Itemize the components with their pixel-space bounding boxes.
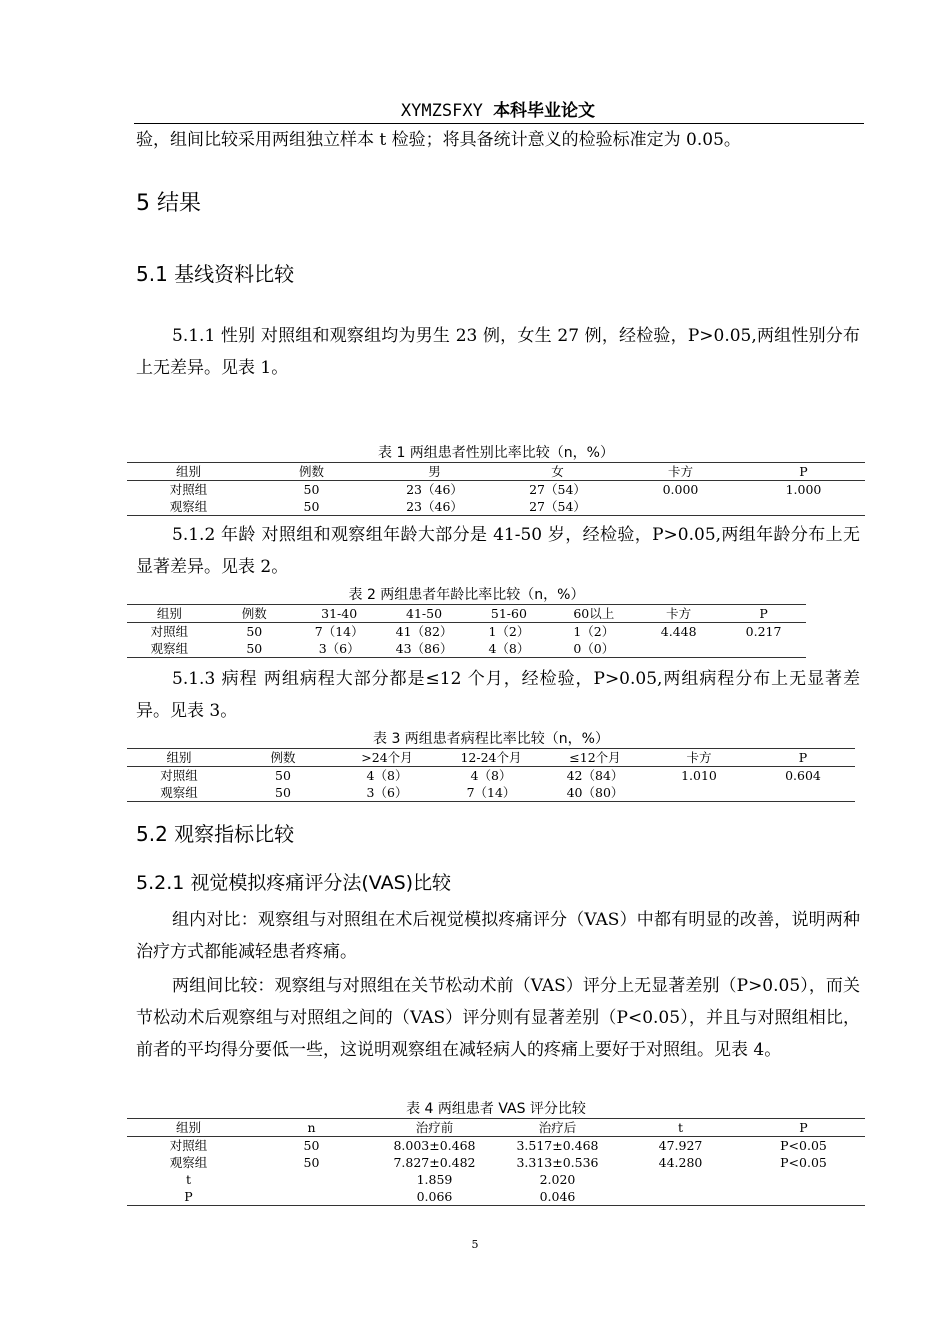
column-header: 组别 <box>127 1119 250 1137</box>
column-header: 例数 <box>250 463 373 481</box>
table-cell: 50 <box>303 1155 320 1170</box>
table-cell: 3（6） <box>297 640 382 658</box>
table-3 <box>127 728 855 802</box>
table-cell: 44.280 <box>658 1155 703 1170</box>
table-cell: 0.046 <box>496 1188 619 1206</box>
table-row <box>127 1171 865 1188</box>
table-cell: 4（8） <box>470 768 512 783</box>
table-cell: 对照组 <box>150 624 189 639</box>
table-row <box>127 481 865 499</box>
table-cell <box>250 1188 373 1206</box>
data-table <box>127 1118 865 1206</box>
table-cell: 0（0） <box>551 640 636 658</box>
table-2 <box>127 584 806 658</box>
table-cell: P<0.05 <box>780 1155 827 1170</box>
table-cell <box>751 784 855 802</box>
column-header: P <box>751 749 855 767</box>
table-caption: 表 2 两组患者年龄比率比较（n，%） <box>348 587 585 603</box>
table-cell: 3.313±0.536 <box>516 1155 599 1170</box>
table-cell: 43（86） <box>382 640 467 658</box>
heading-baseline: 5.1 基线资料比较 <box>136 262 295 286</box>
table-cell: 1（2） <box>488 624 530 639</box>
table-row <box>127 767 855 785</box>
table-row <box>127 784 855 802</box>
table-cell: 27（54） <box>529 482 586 497</box>
table-cell: 50 <box>246 624 263 639</box>
table-cell: 7（14） <box>314 624 364 639</box>
column-header: 男 <box>373 463 496 481</box>
column-header: t <box>619 1119 742 1137</box>
table-header-row <box>127 1119 865 1137</box>
column-header: 卡方 <box>619 463 742 481</box>
table-cell: 47.927 <box>658 1138 703 1153</box>
table-4 <box>127 1098 865 1206</box>
table-cell: 4.448 <box>660 624 697 639</box>
page-header <box>136 96 860 121</box>
table-cell <box>250 1171 373 1188</box>
table-cell <box>742 1188 865 1206</box>
header-title: 本科毕业论文 <box>493 101 596 121</box>
table-cell: 对照组 <box>169 482 208 497</box>
table-cell: 42（84） <box>566 768 624 783</box>
table-cell: 观察组 <box>169 1155 208 1170</box>
page-number: 5 <box>471 1238 479 1251</box>
column-header: 组别 <box>127 749 231 767</box>
table-cell: 23（46） <box>373 498 496 516</box>
table-cell: 0.217 <box>745 624 782 639</box>
data-table <box>127 748 855 802</box>
table-header-row <box>127 463 865 481</box>
table-cell: 0.066 <box>373 1188 496 1206</box>
table-cell <box>619 1188 742 1206</box>
table-cell: t <box>185 1172 192 1187</box>
column-header: 卡方 <box>647 749 751 767</box>
paragraph-inter: 两组间比较：观察组与对照组在关节松动术前（VAS）评分上无显著差别（P>0.05），而关节松动术后观察组与对照组之间的（VAS）评分则有显著差别（P<0.05），并且与对照组相比，前者的平均得分要低一些，这说明观察组在减轻病人的疼痛上要好于对照组。见表 4。 <box>136 976 860 1060</box>
paragraph: 验，组间比较采用两组独立样本 t 检验；将具备统计意义的检验标准定为 0.05。 <box>136 130 741 150</box>
table-cell: 41（82） <box>395 624 453 639</box>
table-row <box>127 640 806 658</box>
column-header: 12-24个月 <box>439 749 543 767</box>
table-cell: 1.000 <box>785 482 822 497</box>
table-cell: 23（46） <box>406 482 463 497</box>
column-header: >24个月 <box>335 749 439 767</box>
table-cell: 3.517±0.468 <box>516 1138 599 1153</box>
column-header: 例数 <box>212 605 297 623</box>
table-cell: 观察组 <box>127 784 231 802</box>
column-header: 女 <box>496 463 619 481</box>
table-cell <box>619 498 742 516</box>
column-header: P <box>742 1119 865 1137</box>
table-cell: 2.020 <box>539 1172 576 1187</box>
column-header: 卡方 <box>636 605 721 623</box>
table-cell: P<0.05 <box>780 1138 827 1153</box>
table-cell <box>647 784 751 802</box>
table-cell: 0.000 <box>662 482 699 497</box>
data-table <box>127 462 865 516</box>
table-cell: 1.010 <box>681 768 717 783</box>
heading-results: 5 结果 <box>136 191 201 216</box>
table-cell: 40（80） <box>543 784 647 802</box>
column-header: 组别 <box>127 605 212 623</box>
table-cell: P <box>127 1188 250 1206</box>
table-row <box>127 1188 865 1206</box>
header-code: XYMZSFXY <box>400 101 483 121</box>
table-cell: 0.604 <box>785 768 821 783</box>
table-cell: 1.859 <box>416 1172 453 1187</box>
column-header: n <box>250 1119 373 1137</box>
column-header: 治疗前 <box>373 1119 496 1137</box>
table-cell: 50 <box>303 1138 320 1153</box>
column-header: P <box>742 463 865 481</box>
table-cell: 4（8） <box>467 640 552 658</box>
table-cell: 50 <box>250 498 373 516</box>
table-1 <box>127 442 865 516</box>
table-cell: 50 <box>303 482 320 497</box>
table-cell <box>636 640 721 658</box>
table-row <box>127 623 806 641</box>
column-header: 31-40 <box>297 605 382 623</box>
column-header: 例数 <box>231 749 335 767</box>
table-cell: 观察组 <box>127 640 212 658</box>
table-caption: 表 1 两组患者性别比率比较（n，%） <box>378 445 614 461</box>
table-header-row <box>127 605 806 623</box>
column-header: 治疗后 <box>496 1119 619 1137</box>
table-cell: 7.827±0.482 <box>393 1155 476 1170</box>
paragraph-age: 5.1.2 年龄 对照组和观察组年龄大部分是 41-50 岁，经检验，P>0.05,两组年龄分布上无显著差异。见表 2。 <box>136 525 860 577</box>
table-cell: 观察组 <box>127 498 250 516</box>
table-cell: 7（14） <box>439 784 543 802</box>
table-cell <box>721 640 806 658</box>
table-cell: 对照组 <box>160 768 198 783</box>
table-caption: 表 3 两组患者病程比率比较（n，%） <box>373 731 609 747</box>
column-header: ≤12个月 <box>543 749 647 767</box>
table-cell: 1（2） <box>573 624 615 639</box>
table-header-row <box>127 749 855 767</box>
table-cell: 27（54） <box>496 498 619 516</box>
table-cell: 对照组 <box>169 1138 208 1153</box>
table-cell: 50 <box>275 768 291 783</box>
table-row <box>127 498 865 516</box>
table-cell: 50 <box>231 784 335 802</box>
column-header: 组别 <box>127 463 250 481</box>
column-header: 51-60 <box>467 605 552 623</box>
table-cell: 50 <box>212 640 297 658</box>
table-caption: 表 4 两组患者 VAS 评分比较 <box>406 1101 586 1117</box>
table-cell <box>742 498 865 516</box>
data-table <box>127 604 806 658</box>
column-header: 60以上 <box>551 605 636 623</box>
paragraph-intra: 组内对比：观察组与对照组在术后视觉模拟疼痛评分（VAS）中都有明显的改善，说明两种治疗方式都能减轻患者疼痛。 <box>136 910 860 962</box>
paragraph-gender: 5.1.1 性别 对照组和观察组均为男生 23 例，女生 27 例，经检验，P>0.05,两组性别分布上无差异。见表 1。 <box>136 326 860 378</box>
table-row <box>127 1154 865 1171</box>
heading-indicators: 5.2 观察指标比较 <box>136 822 295 846</box>
table-cell <box>742 1171 865 1188</box>
table-cell: 8.003±0.468 <box>393 1138 476 1153</box>
column-header: 41-50 <box>382 605 467 623</box>
table-cell: 3（6） <box>335 784 439 802</box>
heading-vas: 5.2.1 视觉模拟疼痛评分法(VAS)比较 <box>136 872 452 894</box>
table-cell: 4（8） <box>366 768 408 783</box>
table-row <box>127 1137 865 1155</box>
table-cell <box>619 1171 742 1188</box>
column-header: P <box>721 605 806 623</box>
paragraph-course: 5.1.3 病程 两组病程大部分都是≤12 个月，经检验，P>0.05,两组病程分布上无显著差异。见表 3。 <box>136 669 860 721</box>
